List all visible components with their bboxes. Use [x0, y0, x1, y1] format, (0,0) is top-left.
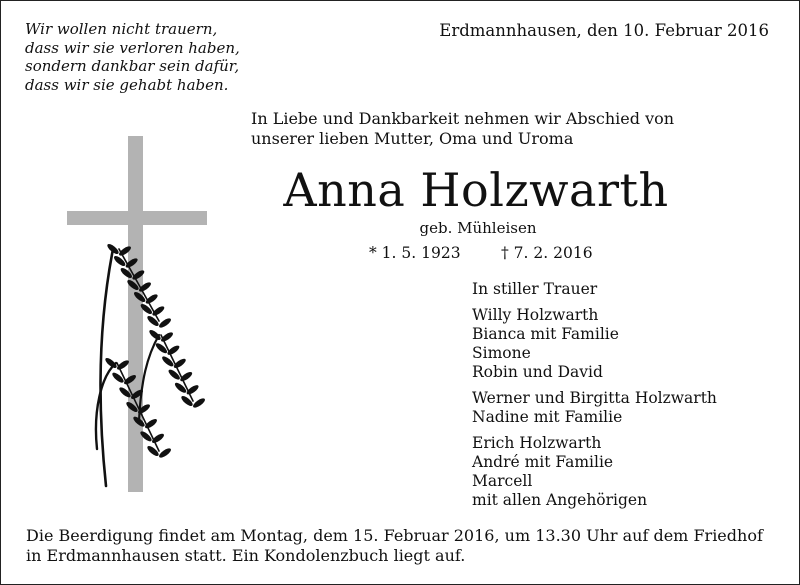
funeral-line: in Erdmannhausen statt. Ein Kondolenzbuch liegt auf. [26, 546, 466, 565]
mourner-line: Erich Holzwarth [472, 434, 602, 452]
mourner-group [472, 306, 717, 382]
mourners-list [472, 280, 717, 510]
funeral-info [26, 526, 763, 566]
wheat-icon [96, 242, 206, 486]
death-date: † 7. 2. 2016 [501, 244, 593, 262]
mourner-line: Simone [472, 344, 531, 362]
mourner-line: André mit Familie [472, 453, 614, 471]
poem-line: dass wir sie verloren haben, [25, 38, 240, 57]
mourner-line: mit allen Angehörigen [472, 491, 648, 509]
poem [25, 20, 240, 94]
poem-line: Wir wollen nicht trauern, [25, 20, 218, 38]
deceased-name: Anna Holzwarth [283, 163, 669, 217]
cross-with-wheat-icon [61, 131, 211, 496]
poem-line: dass wir sie gehabt haben. [25, 75, 229, 94]
intro-line: In Liebe und Dankbarkeit nehmen wir Abschied von [251, 109, 675, 128]
mourner-group [472, 389, 717, 427]
poem-line: sondern dankbar sein dafür, [25, 57, 240, 75]
mourner-line: Nadine mit Familie [472, 408, 623, 426]
cross-icon [67, 136, 207, 492]
birth-name: geb. Mühleisen [419, 219, 537, 237]
birth-date: * 1. 5. 1923 [369, 244, 461, 262]
mourner-line: Werner und Birgitta Holzwarth [472, 389, 717, 407]
intro-text [251, 109, 674, 149]
mourner-line: Robin und David [472, 363, 603, 381]
funeral-line: Die Beerdigung findet am Montag, dem 15. Februar 2016, um 13.30 Uhr auf dem Friedhof [26, 526, 763, 545]
place-date: Erdmannhausen, den 10. Februar 2016 [439, 21, 769, 40]
mourner-line: Willy Holzwarth [472, 306, 599, 324]
intro-line: unserer lieben Mutter, Oma und Uroma [251, 129, 574, 148]
mourner-line: Marcell [472, 472, 533, 490]
mourner-group [472, 434, 717, 510]
mourners-heading: In stiller Trauer [472, 280, 598, 298]
mourner-line: Bianca mit Familie [472, 325, 619, 343]
